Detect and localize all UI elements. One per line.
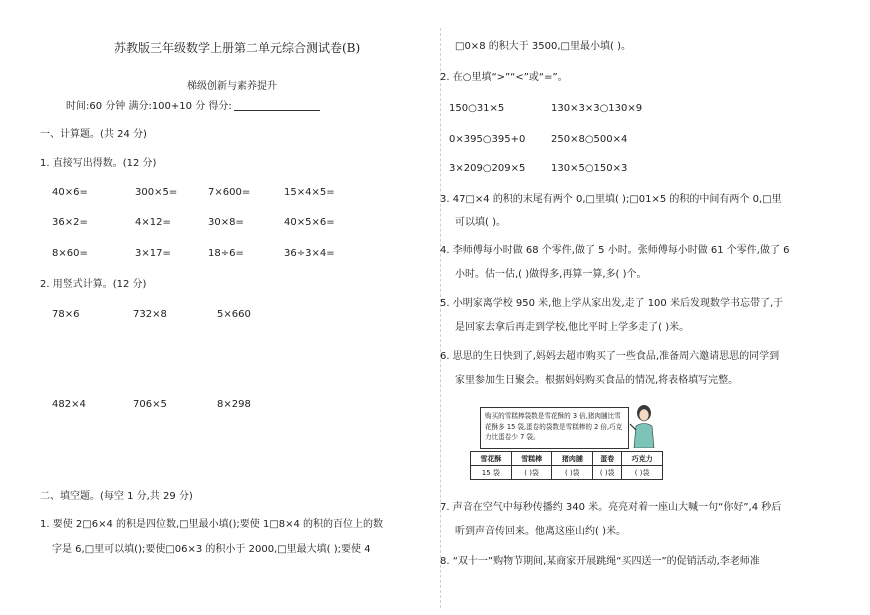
table-cell[interactable]: ( )袋 <box>622 466 663 480</box>
calc-item: 40×6= <box>52 187 88 198</box>
calc-item: 8×60= <box>52 248 88 259</box>
calc-item: 3×17= <box>135 248 171 259</box>
table-cell[interactable]: ( )袋 <box>511 466 552 480</box>
calc-item: 30×8= <box>208 217 244 228</box>
table-header-cell: 猪肉脯 <box>552 452 593 466</box>
vertical-calc-item: 732×8 <box>133 309 167 320</box>
table-header-cell: 雪糕棒 <box>511 452 552 466</box>
question-2-3-line-1: 3. 47□×4 的积的末尾有两个 0,□里填( );□01×5 的积的中间有两个 0,□里 <box>440 194 782 205</box>
vertical-calc-item: 706×5 <box>133 399 167 410</box>
food-table <box>470 451 663 480</box>
question-1-1-title: 1. 直接写出得数。(12 分) <box>40 158 157 169</box>
page-title: 苏教版三年级数学上册第二单元综合测试卷(B) <box>114 41 361 55</box>
vertical-calc-item: 482×4 <box>52 399 86 410</box>
table-header-cell: 雪花酥 <box>471 452 512 466</box>
calc-item: 40×5×6= <box>284 217 335 228</box>
comparison-item: 130×3×3○130×9 <box>551 103 643 114</box>
question-2-3-line-2: 可以填( )。 <box>455 217 506 228</box>
question-2-8-line-1: 8. “双十一”购物节期间,某商家开展跳绳“买四送一”的促销活动,李老师准 <box>440 556 760 567</box>
question-2-5-line-1: 5. 小明家离学校 950 米,他上学从家出发,走了 100 米后发现数学书忘带了,于 <box>440 298 784 309</box>
question-2-1-line-2: 字是 6,□里可以填();要使□06×3 的积小于 2000,□里最大填( );要使 4 <box>52 544 371 555</box>
calc-item: 15×4×5= <box>284 187 335 198</box>
calc-item: 7×600= <box>208 187 251 198</box>
food-table-value-row <box>471 466 663 480</box>
calc-item: 36÷3×4= <box>284 248 335 259</box>
calc-item: 36×2= <box>52 217 88 228</box>
comparison-item: 250×8○500×4 <box>551 134 628 145</box>
question-2-7-line-2: 听到声音传回来。他离这座山约( )米。 <box>455 526 626 537</box>
question-2-4-line-1: 4. 李师傅每小时做 68 个零件,做了 5 小时。张师傅每小时做 61 个零件,做了 6 <box>440 245 790 256</box>
page-subtitle: 梯级创新与素养提升 <box>187 81 277 92</box>
calc-item: 4×12= <box>135 217 171 228</box>
question-2-4-line-2: 小时。估一估,( )做得多,再算一算,多( )个。 <box>455 269 647 280</box>
table-cell[interactable]: ( )袋 <box>593 466 622 480</box>
calc-item: 18÷6= <box>208 248 244 259</box>
comparison-item: 0×395○395+0 <box>449 134 526 145</box>
question-2-6-line-2: 家里参加生日聚会。根据妈妈购买食品的情况,将表格填写完整。 <box>455 375 739 386</box>
column-divider <box>440 28 441 608</box>
exam-info-text: 时间:60 分钟 满分:100+10 分 得分: <box>66 101 232 112</box>
section-1-heading: 一、计算题。(共 24 分) <box>40 129 147 140</box>
table-header-cell: 蛋卷 <box>593 452 622 466</box>
question-2-2-title: 2. 在○里填“>”“<”或“=”。 <box>440 72 568 83</box>
speech-card <box>480 407 629 449</box>
comparison-item: 130×5○150×3 <box>551 163 628 174</box>
question-1-2-title: 2. 用竖式计算。(12 分) <box>40 279 147 290</box>
teacher-illustration <box>628 404 660 448</box>
table-cell: 15 袋 <box>471 466 512 480</box>
comparison-item: 150○31×5 <box>449 103 505 114</box>
vertical-calc-item: 78×6 <box>52 309 80 320</box>
section-2-heading: 二、填空题。(每空 1 分,共 29 分) <box>40 491 193 502</box>
exam-info <box>66 100 320 112</box>
question-2-1-line-1: 1. 要使 2□6×4 的积是四位数,□里最小填();要使 1□8×4 的积的百位上的数 <box>40 519 384 530</box>
vertical-calc-item: 5×660 <box>217 309 251 320</box>
vertical-calc-item: 8×298 <box>217 399 251 410</box>
score-blank[interactable] <box>234 100 320 111</box>
table-header-cell: 巧克力 <box>622 452 663 466</box>
calc-item: 300×5= <box>135 187 178 198</box>
question-2-7-line-1: 7. 声音在空气中每秒传播约 340 米。亮亮对着一座山大喊一句“你好”,4 秒后 <box>440 502 782 513</box>
question-2-1-continued: □0×8 的积大于 3500,□里最小填( )。 <box>455 41 631 52</box>
question-2-6-line-1: 6. 思思的生日快到了,妈妈去超市购买了一些食品,准备周六邀请思思的同学到 <box>440 351 780 362</box>
table-cell[interactable]: ( )袋 <box>552 466 593 480</box>
speech-card-text: 购买的雪糕棒袋数是雪花酥的 3 倍,猪肉脯比雪花酥多 15 袋,蛋卷的袋数是雪糕棒的 2 倍,巧克力比蛋卷少 7 袋。 <box>485 412 623 441</box>
comparison-item: 3×209○209×5 <box>449 163 526 174</box>
question-2-5-line-2: 是回家去拿后再走到学校,他比平时上学多走了( )米。 <box>455 322 690 333</box>
food-table-header-row <box>471 452 663 466</box>
